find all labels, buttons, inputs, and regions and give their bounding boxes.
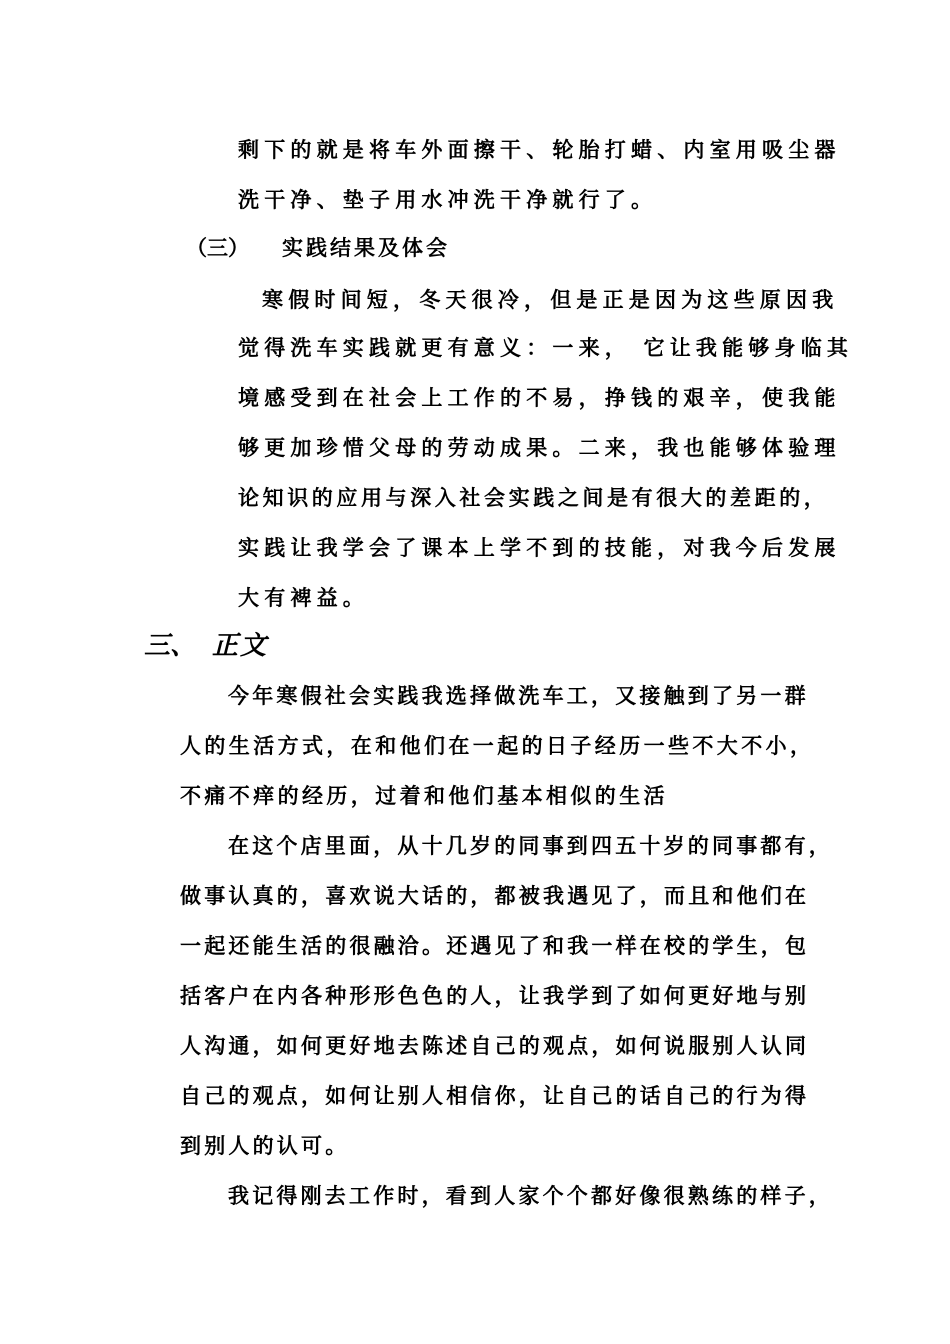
text-line: 人的生活方式，在和他们在一起的日子经历一些不大不小， xyxy=(180,733,815,758)
text-line: 觉得洗车实践就更有意义：一来， 它让我能够身临其 xyxy=(238,335,854,360)
text-line: 论知识的应用与深入社会实践之间是有很大的差距的， xyxy=(238,485,829,510)
text-line: 做事认真的，喜欢说大话的，都被我遇见了，而且和他们在 xyxy=(180,883,810,908)
text-line: 到别人的认可。 xyxy=(180,1133,350,1158)
text-line: 一起还能生活的很融洽。还遇见了和我一样在校的学生，包 xyxy=(180,933,810,958)
text-line: 够更加珍惜父母的劳动成果。二来，我也能够体验理 xyxy=(238,435,841,460)
text-line: 大有裨益。 xyxy=(238,585,369,610)
text-line: 我记得刚去工作时，看到人家个个都好像很熟练的样子， xyxy=(228,1183,833,1208)
section-title: 正文 xyxy=(212,631,269,661)
text-line: 洗干净、垫子用水冲洗干净就行了。 xyxy=(238,187,658,212)
text-line: 实践让我学会了课本上学不到的技能，对我今后发展 xyxy=(238,535,841,560)
text-line: 境感受到在社会上工作的不易，挣钱的艰辛，使我能 xyxy=(238,385,841,410)
subsection-number: （三） xyxy=(186,236,249,260)
text-line: 人沟通，如何更好地去陈述自己的观点，如何说服别人认同 xyxy=(180,1033,810,1058)
text-line: 在这个店里面，从十几岁的同事到四五十岁的同事都有， xyxy=(228,833,833,858)
text-line: 自己的观点，如何让别人相信你，让自己的话自己的行为得 xyxy=(180,1083,810,1108)
section-number: 三、 xyxy=(144,631,197,661)
text-line: 括客户在内各种形形色色的人，让我学到了如何更好地与别 xyxy=(180,983,810,1008)
text-line: 不痛不痒的经历，过着和他们基本相似的生活 xyxy=(180,783,668,808)
text-line: 今年寒假社会实践我选择做洗车工，又接触到了另一群 xyxy=(228,683,809,708)
subsection-title: 实践结果及体会 xyxy=(282,236,450,260)
text-line: 寒假时间短，冬天很冷，但是正是因为这些原因我 xyxy=(262,287,839,312)
text-line: 剩下的就是将车外面擦干、轮胎打蜡、内室用吸尘器 xyxy=(238,137,841,162)
